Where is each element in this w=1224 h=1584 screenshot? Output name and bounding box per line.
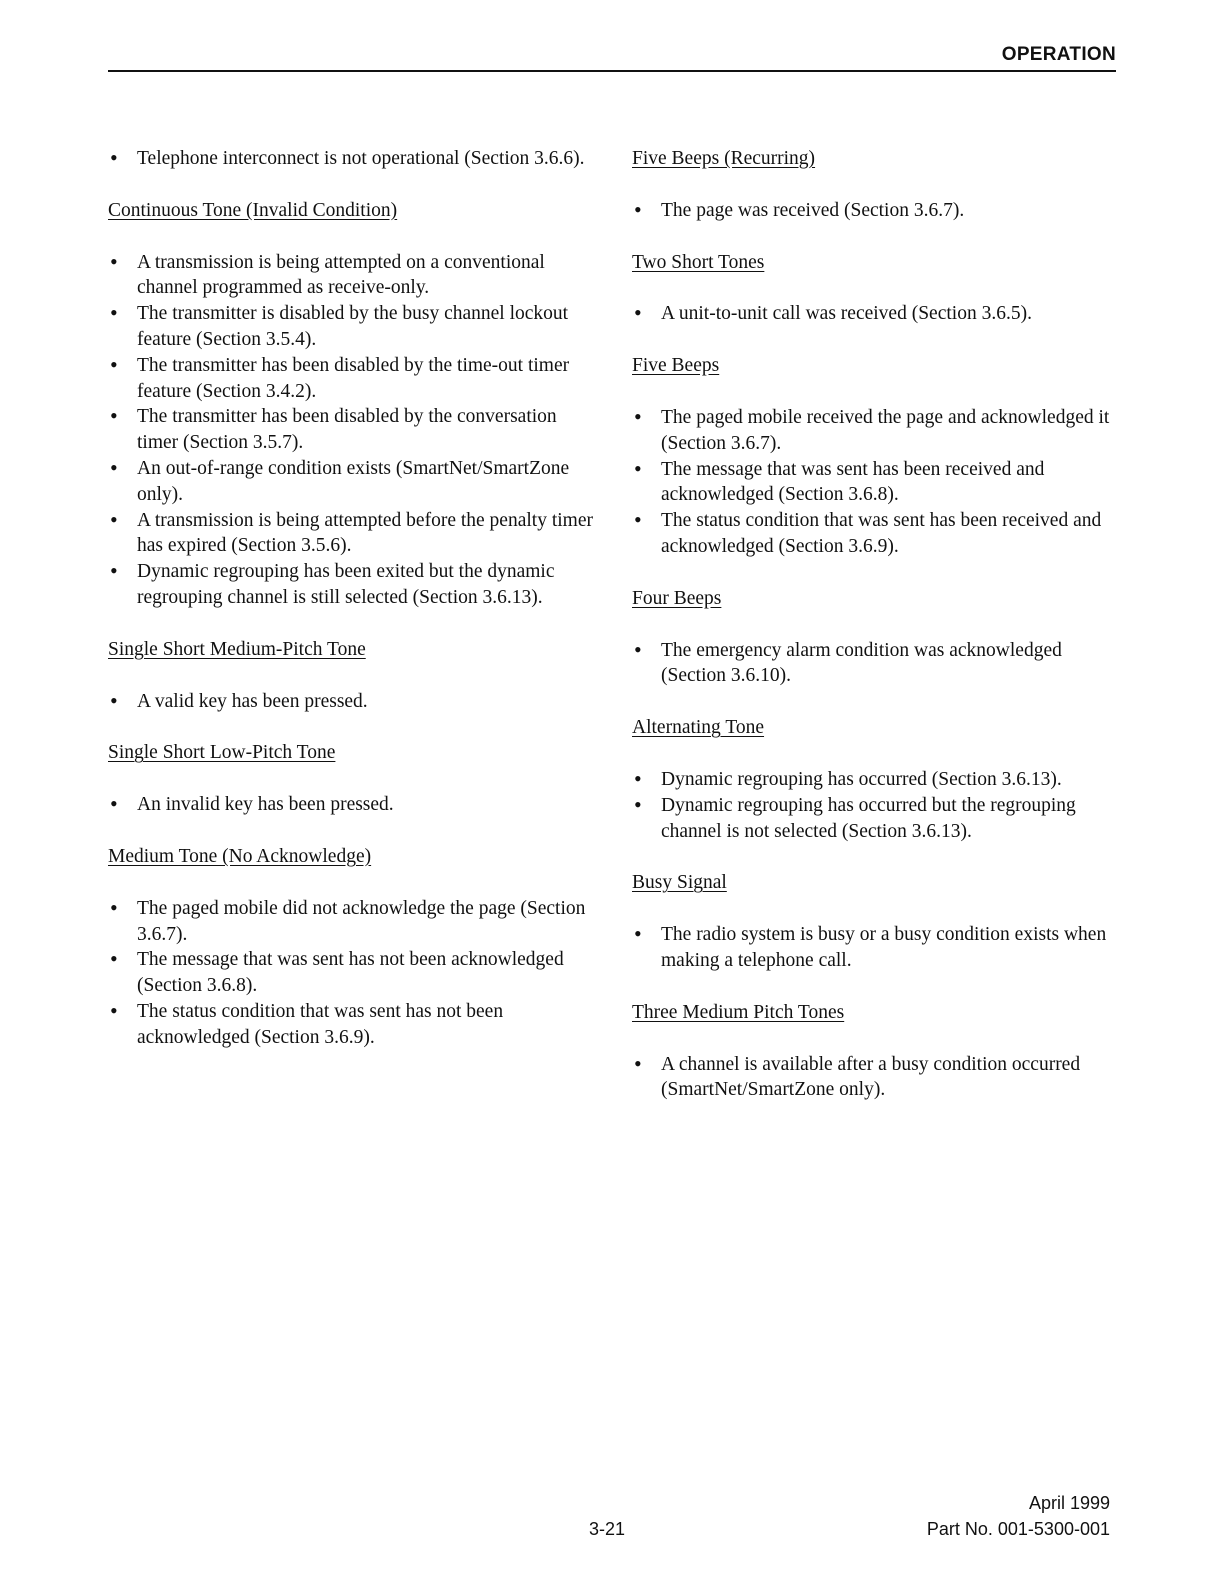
list-item: • The transmitter has been disabled by the time-out timer feature (Section 3.4.2). — [108, 353, 598, 405]
section-three-medium-tones — [632, 1000, 1122, 1103]
bullet-list — [632, 638, 1122, 690]
section-low-pitch-tone — [108, 740, 598, 818]
bullet-list — [108, 792, 598, 818]
section-busy-signal — [632, 870, 1122, 973]
bullet-list — [632, 1052, 1122, 1104]
section-heading: Medium Tone (No Acknowledge) — [108, 845, 372, 867]
section-heading: Five Beeps — [632, 355, 720, 377]
footer-date: April 1999 — [1028, 1493, 1110, 1513]
list-item: • Dynamic regrouping has occurred but the regrouping channel is not selected (Section 3.6.13). — [632, 793, 1122, 845]
bullet-list — [632, 767, 1122, 844]
list-item: • Telephone interconnect is not operational (Section 3.6.6). — [108, 146, 598, 172]
section-heading: Busy Signal — [632, 872, 727, 894]
right-column — [632, 146, 1122, 1129]
list-item: • Dynamic regrouping has occurred (Section 3.6.13). — [632, 767, 1122, 793]
section-heading: Single Short Medium-Pitch Tone — [108, 638, 366, 660]
list-item: • An invalid key has been pressed. — [108, 792, 598, 818]
list-item: • An out-of-range condition exists (SmartNet/SmartZone only). — [108, 456, 598, 508]
page-number: 3-21 — [589, 1519, 626, 1539]
section-alternating-tone — [632, 715, 1122, 844]
header-title: OPERATION — [1001, 44, 1116, 65]
section-heading: Single Short Low-Pitch Tone — [108, 742, 336, 764]
bullet-list — [108, 146, 598, 172]
section-two-short-tones — [632, 250, 1122, 328]
section-interconnect — [108, 146, 598, 172]
section-heading: Five Beeps (Recurring) — [632, 148, 816, 169]
list-item: • A transmission is being attempted before the penalty timer has expired (Section 3.5.6). — [108, 508, 598, 560]
list-item: • Dynamic regrouping has been exited but the dynamic regrouping channel is still selected (Section 3.6.13). — [108, 559, 598, 611]
list-item: • The radio system is busy or a busy condition exists when making a telephone call. — [632, 922, 1122, 974]
list-item: • The status condition that was sent has not been acknowledged (Section 3.6.9). — [108, 999, 598, 1051]
part-number: Part No. 001-5300-001 — [926, 1519, 1110, 1539]
bullet-list — [632, 405, 1122, 560]
list-item: • The status condition that was sent has been received and acknowledged (Section 3.6.9). — [632, 508, 1122, 560]
section-five-beeps — [632, 353, 1122, 560]
header-rule — [108, 70, 1116, 72]
bullet-list — [632, 198, 1122, 224]
bullet-list — [632, 301, 1122, 327]
section-heading: Alternating Tone — [632, 717, 765, 739]
section-heading: Four Beeps — [632, 587, 722, 609]
list-item: • The message that was sent has not been acknowledged (Section 3.6.8). — [108, 947, 598, 999]
list-item: • The paged mobile did not acknowledge the page (Section 3.6.7). — [108, 896, 598, 948]
section-heading: Two Short Tones — [632, 251, 765, 273]
section-heading: Continuous Tone (Invalid Condition) — [108, 199, 398, 221]
list-item: • The paged mobile received the page and acknowledged it (Section 3.6.7). — [632, 405, 1122, 457]
bullet-list — [632, 922, 1122, 974]
left-column — [108, 146, 598, 1077]
section-five-beeps-recurring — [632, 146, 1122, 224]
list-item: • The transmitter is disabled by the busy channel lockout feature (Section 3.5.4). — [108, 301, 598, 353]
list-item: • A valid key has been pressed. — [108, 689, 598, 715]
list-item: • The emergency alarm condition was acknowledged (Section 3.6.10). — [632, 638, 1122, 690]
list-item: • The transmitter has been disabled by the conversation timer (Section 3.5.7). — [108, 404, 598, 456]
list-item: • The message that was sent has been received and acknowledged (Section 3.6.8). — [632, 457, 1122, 509]
section-continuous-tone — [108, 198, 598, 611]
section-medium-pitch-tone — [108, 637, 598, 715]
list-item: • A channel is available after a busy condition occurred (SmartNet/SmartZone only). — [632, 1052, 1122, 1104]
section-medium-tone — [108, 844, 598, 1051]
section-heading: Three Medium Pitch Tones — [632, 1001, 845, 1023]
list-item: • A transmission is being attempted on a conventional channel programmed as receive-only. — [108, 250, 598, 302]
bullet-list — [108, 250, 598, 611]
list-item: • A unit-to-unit call was received (Section 3.6.5). — [632, 301, 1122, 327]
section-four-beeps — [632, 586, 1122, 689]
bullet-list — [108, 689, 598, 715]
list-item: • The page was received (Section 3.6.7). — [632, 198, 1122, 224]
bullet-list — [108, 896, 598, 1051]
